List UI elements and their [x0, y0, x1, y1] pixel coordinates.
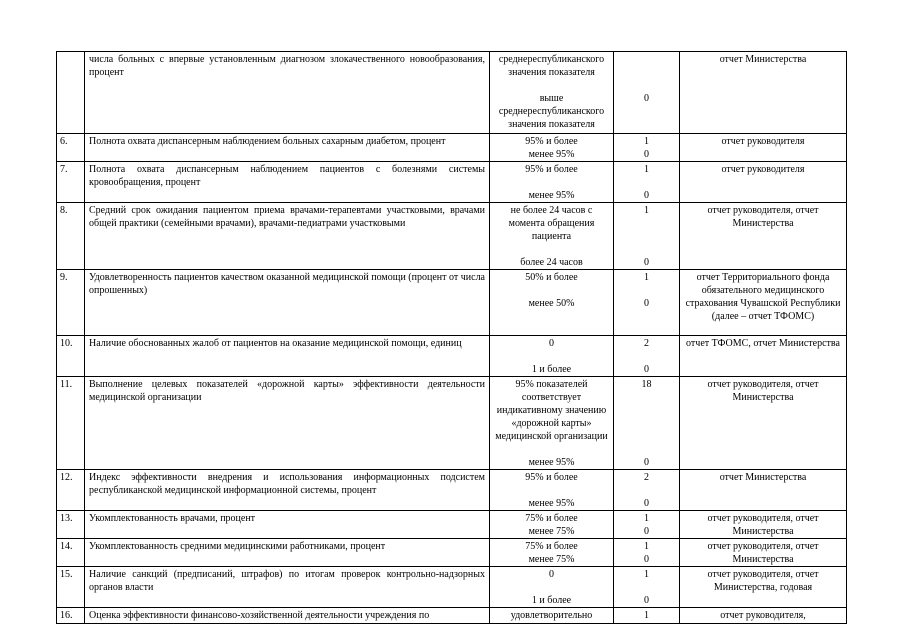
points-value: 0 [644, 457, 649, 468]
indicator-cell: Наличие санкций (предписаний, штрафов) по итогам проверок контрольно-надзорных органов власти [85, 567, 490, 608]
points-value: 0 [644, 190, 649, 201]
table-row [57, 608, 847, 624]
row-number: 6. [57, 134, 85, 162]
points-value: 1 [644, 569, 649, 580]
table-row [57, 270, 847, 336]
criteria-value: менее 50% [528, 298, 575, 309]
criteria-cell [490, 162, 614, 203]
row-number [57, 52, 85, 134]
criteria-value: 1 и более [531, 595, 572, 606]
points-value: 0 [644, 526, 649, 537]
criteria-value: менее 75% [528, 554, 575, 565]
points-value: 2 [644, 338, 649, 349]
points-value: 0 [644, 298, 649, 309]
criteria-value: 95% показателей соответствует индикативному значению «дорожной карты» медицинской организации [495, 379, 608, 442]
points-value: 1 [644, 513, 649, 524]
criteria-cell [490, 608, 614, 624]
criteria-value: 0 [549, 569, 554, 580]
criteria-cell [490, 270, 614, 336]
points-cell [614, 162, 680, 203]
indicator-cell: Полнота охвата диспансерным наблюдением больных сахарным диабетом, процент [85, 134, 490, 162]
criteria-value: менее 75% [528, 526, 575, 537]
row-number: 10. [57, 336, 85, 377]
criteria-value: не более 24 часов с момента обращения пациента [508, 205, 595, 242]
points-value: 0 [644, 554, 649, 565]
criteria-value: среднереспубликанского значения показателя [498, 54, 605, 78]
criteria-cell [490, 567, 614, 608]
criteria-value: менее 95% [528, 498, 575, 509]
source-cell: отчет руководителя [680, 162, 847, 203]
source-cell: отчет Министерства [680, 52, 847, 134]
indicator-cell: Оценка эффективности финансово-хозяйственной деятельности учреждения по [85, 608, 490, 624]
criteria-value: удовлетворительно [510, 610, 593, 621]
points-cell [614, 134, 680, 162]
points-value: 0 [644, 595, 649, 606]
points-value: 1 [644, 205, 649, 216]
points-cell [614, 567, 680, 608]
source-cell: отчет Министерства [680, 470, 847, 511]
points-value: 1 [644, 541, 649, 552]
source-cell: отчет ТФОМС, отчет Министерства [680, 336, 847, 377]
source-cell: отчет руководителя, отчет Министерства [680, 377, 847, 470]
indicator-cell: Укомплектованность врачами, процент [85, 511, 490, 539]
criteria-cell [490, 134, 614, 162]
points-cell [614, 270, 680, 336]
points-value: 1 [644, 136, 649, 147]
points-value: 18 [641, 379, 652, 390]
criteria-cell [490, 377, 614, 470]
criteria-cell [490, 52, 614, 134]
row-number: 14. [57, 539, 85, 567]
indicator-cell: Полнота охвата диспансерным наблюдением пациентов с болезнями системы кровообращения, процент [85, 162, 490, 203]
points-cell [614, 52, 680, 134]
points-value: 0 [644, 364, 649, 375]
indicator-cell: Выполнение целевых показателей «дорожной карты» эффективности деятельности медицинской организации [85, 377, 490, 470]
points-value: 0 [644, 257, 649, 268]
criteria-value: 95% и более [525, 136, 578, 147]
criteria-value: менее 95% [528, 149, 575, 160]
table-row [57, 470, 847, 511]
row-number: 15. [57, 567, 85, 608]
table-row [57, 336, 847, 377]
row-number: 12. [57, 470, 85, 511]
table-row [57, 162, 847, 203]
points-cell [614, 608, 680, 624]
source-cell: отчет руководителя, [680, 608, 847, 624]
criteria-value: 75% и более [525, 541, 578, 552]
criteria-cell [490, 203, 614, 270]
source-cell: отчет руководителя, отчет Министерства [680, 511, 847, 539]
points-cell [614, 203, 680, 270]
indicator-cell: числа больных с впервые установленным диагнозом злокачественного новообразования, процент [85, 52, 490, 134]
indicator-cell: Удовлетворенность пациентов качеством оказанной медицинской помощи (процент от числа опрошенных) [85, 270, 490, 336]
criteria-value: более 24 часов [520, 257, 583, 268]
table-row [57, 134, 847, 162]
source-cell: отчет руководителя, отчет Министерства, годовая [680, 567, 847, 608]
table-row [57, 567, 847, 608]
points-cell [614, 539, 680, 567]
criteria-value: 1 и более [531, 364, 572, 375]
source-cell: отчет руководителя, отчет Министерства [680, 539, 847, 567]
row-number: 16. [57, 608, 85, 624]
table-row [57, 203, 847, 270]
criteria-value: менее 95% [528, 190, 575, 201]
source-cell: отчет руководителя, отчет Министерства [680, 203, 847, 270]
criteria-value: менее 95% [528, 457, 575, 468]
criteria-cell [490, 511, 614, 539]
points-value: 0 [644, 498, 649, 509]
criteria-cell [490, 336, 614, 377]
row-number: 9. [57, 270, 85, 336]
table-row [57, 511, 847, 539]
criteria-value: 75% и более [525, 513, 578, 524]
points-cell [614, 336, 680, 377]
indicator-cell: Индекс эффективности внедрения и использования информационных подсистем республиканской медицинской информационной системы, процент [85, 470, 490, 511]
criteria-cell [490, 539, 614, 567]
points-cell [614, 470, 680, 511]
points-value: 0 [644, 149, 649, 160]
indicator-cell: Средний срок ожидания пациентом приема врачами-терапевтами участковыми, врачами общей практики (семейными врачами), врачами-педиатрами участковыми [85, 203, 490, 270]
criteria-value: 95% и более [525, 472, 578, 483]
points-cell [614, 511, 680, 539]
points-cell [614, 377, 680, 470]
row-number: 8. [57, 203, 85, 270]
row-number: 11. [57, 377, 85, 470]
criteria-value: 95% и более [525, 164, 578, 175]
criteria-value: 50% и более [525, 272, 578, 283]
table-row [57, 377, 847, 470]
indicator-cell: Наличие обоснованных жалоб от пациентов на оказание медицинской помощи, единиц [85, 336, 490, 377]
points-value: 1 [644, 164, 649, 175]
criteria-value: выше среднереспубликанского значения показателя [498, 93, 605, 130]
table-row [57, 52, 847, 134]
points-value: 1 [644, 272, 649, 283]
evaluation-criteria-table [56, 51, 847, 624]
points-value: 0 [644, 93, 649, 104]
table-row [57, 539, 847, 567]
criteria-cell [490, 470, 614, 511]
row-number: 13. [57, 511, 85, 539]
criteria-value: 0 [549, 338, 554, 349]
points-value: 1 [644, 610, 649, 621]
row-number: 7. [57, 162, 85, 203]
indicator-cell: Укомплектованность средними медицинскими работниками, процент [85, 539, 490, 567]
source-cell: отчет Территориального фонда обязательного медицинского страхования Чувашской Республики (далее – отчет ТФОМС) [680, 270, 847, 336]
source-cell: отчет руководителя [680, 134, 847, 162]
points-value: 2 [644, 472, 649, 483]
